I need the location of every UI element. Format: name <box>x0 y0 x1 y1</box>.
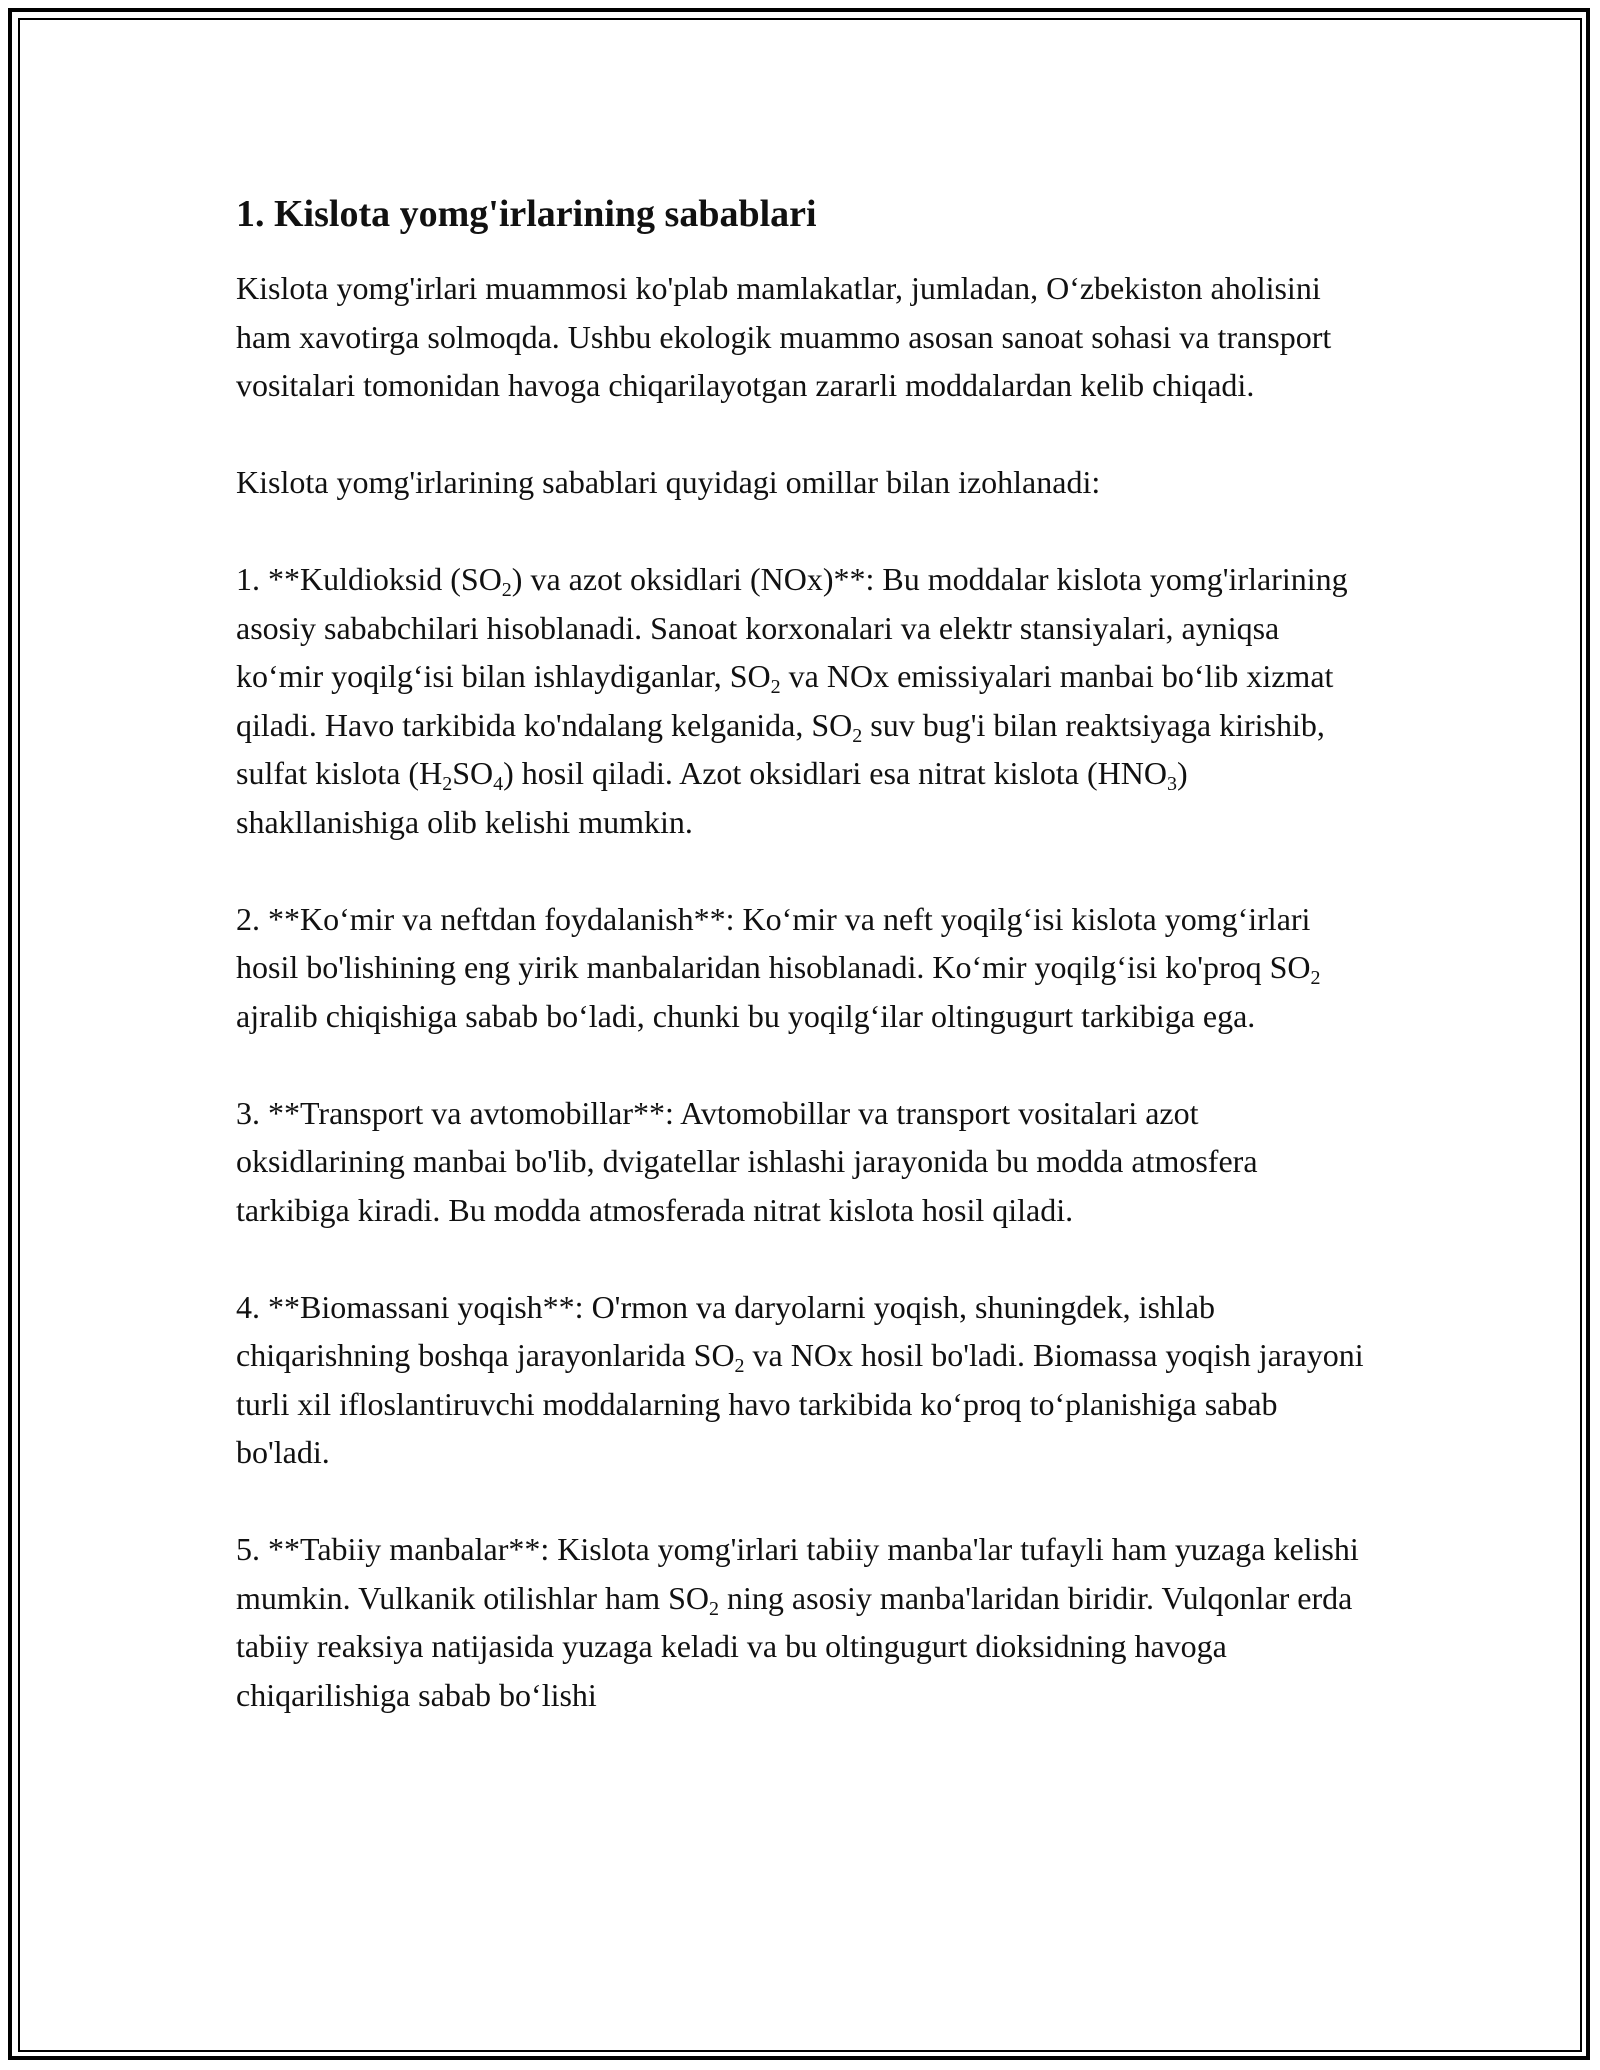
text-run: ) hosil qiladi. Azot oksidlari esa nitrat kislota (HNO <box>503 755 1167 791</box>
text-run: ) shakllanishiga olib kelishi mumkin. <box>236 755 1188 840</box>
text-run: va NOx emissiyalari manbai bo‘lib xizmat qiladi. Havo tarkibida ko'ndalang kelganida, SO <box>236 658 1334 743</box>
text-run: 5. **Tabiiy manbalar**: Kislota yomg'irlari tabiiy manba'lar tufayli ham yuzaga kelishi mumkin. Vulkanik otilishlar ham SO <box>236 1531 1359 1616</box>
text-run: SO <box>452 755 494 791</box>
subscript: 2 <box>501 579 512 601</box>
text-run: 3. **Transport va avtomobillar**: Avtomobillar va transport vositalari azot oksidlarining manbai bo'lib, dvigatellar ishlashi jarayonida bu modda atmosfera tarkibiga kiradi. Bu modda atmosferada nitrat kislota hosil qiladi. <box>236 1094 1258 1228</box>
subscript: 2 <box>1310 967 1321 989</box>
text-run: ajralib chiqishiga sabab bo‘ladi, chunki bu yoqilg‘ilar oltingugurt tarkibiga ega. <box>236 997 1256 1034</box>
lead-paragraph <box>236 458 1366 507</box>
document-body <box>236 186 1366 1768</box>
text-run: Kislota yomg'irlari muammosi ko'plab mamlakatlar, jumladan, O‘zbekiston aholisini ham xavotirga solmoqda. Ushbu ekologik muammo asosan sanoat sohasi va transport vositalari tomonidan havoga chiqarilayotgan zararli moddalardan kelib chiqadi. <box>236 270 1332 403</box>
text-run: 1. **Kuldioksid (SO <box>236 561 502 597</box>
text-run: va NOx hosil bo'ladi. Biomassa yoqish jarayoni turli xil ifloslantiruvchi moddalarning havo tarkibida ko‘proq to‘planishiga sabab bo'ladi. <box>236 1337 1364 1470</box>
cause-item-5 <box>236 1525 1366 1719</box>
text-run: ) va azot oksidlari (NOx)**: Bu moddalar kislota yomg'irlarining asosiy sababchilari hisoblanadi. Sanoat korxonalari va elektr stansiyalari, ayniqsa ko‘mir yoqilg‘isi bilan ishlaydiganlar, SO <box>236 561 1348 694</box>
text-run: 4. **Biomassani yoqish**: O'rmon va daryolarni yoqish, shuningdek, ishlab chiqarishning boshqa jarayonlarida SO <box>236 1288 1216 1373</box>
cause-item-3 <box>236 1089 1366 1235</box>
text-run: suv bug'i bilan reaktsiyaga kirishib, sulfat kislota (H <box>236 706 1325 791</box>
text-run: Kislota yomg'irlarining sabablari quyidagi omillar bilan izohlanadi: <box>236 464 1101 500</box>
text-run: ning asosiy manba'laridan biridir. Vulqonlar erda tabiiy reaksiya natijasida yuzaga keladi va bu oltingugurt dioksidning havoga chiqarilishiga sabab bo‘lishi <box>236 1579 1353 1713</box>
subscript: 3 <box>1166 773 1177 795</box>
text-run: 2. **Ko‘mir va neftdan foydalanish**: Ko‘mir va neft yoqilg‘isi kislota yomg‘irlari hosil bo'lishining eng yirik manbalaridan hisoblanadi. Ko‘mir yoqilg‘isi ko'proq SO <box>236 900 1311 985</box>
subscript: 2 <box>852 724 863 747</box>
subscript: 2 <box>442 773 453 795</box>
subscript: 2 <box>709 1597 720 1620</box>
cause-item-1 <box>236 555 1366 846</box>
section-heading: 1. Kislota yomg'irlarining sabablari <box>236 193 817 235</box>
subscript: 4 <box>493 773 504 795</box>
subscript: 2 <box>734 1355 745 1377</box>
intro-paragraph <box>236 264 1366 410</box>
subscript: 2 <box>770 676 781 698</box>
cause-item-2 <box>236 895 1366 1041</box>
cause-item-4 <box>236 1283 1366 1477</box>
